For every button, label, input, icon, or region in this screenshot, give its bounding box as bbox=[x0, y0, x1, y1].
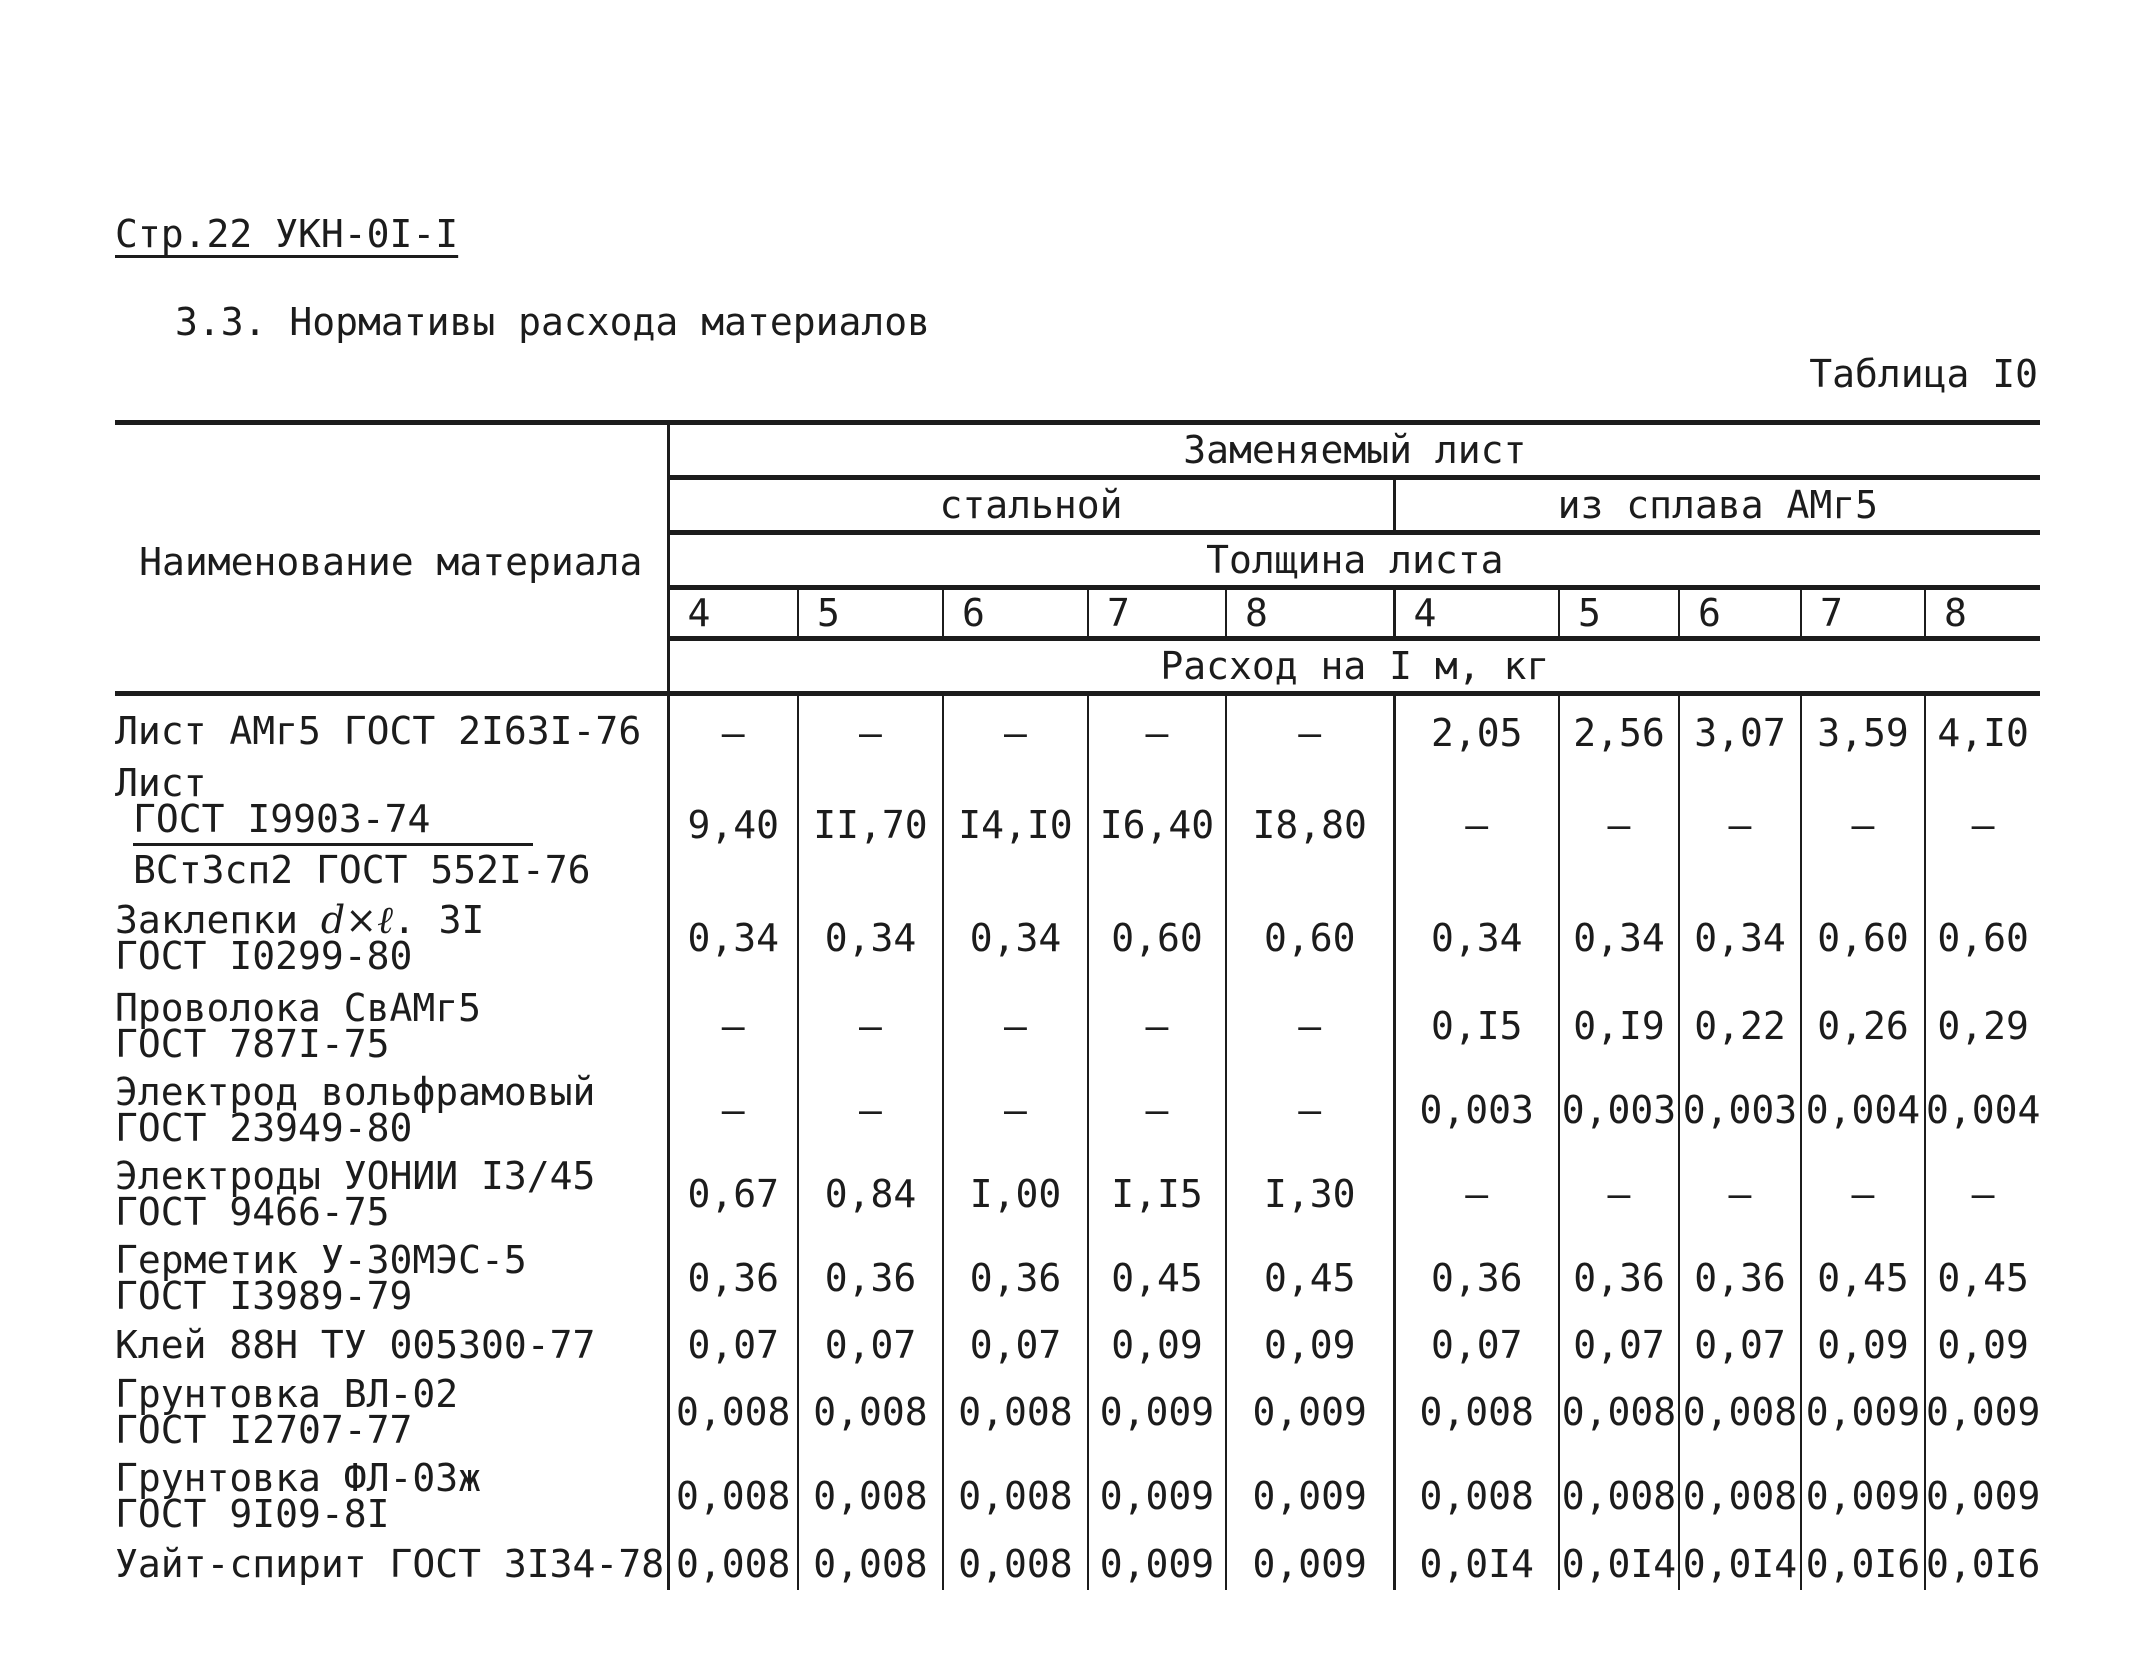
value-cell: 0,29 bbox=[1925, 984, 2040, 1068]
value-cell: – bbox=[1226, 1068, 1394, 1152]
value-cell: 0,60 bbox=[1801, 892, 1925, 984]
value-cell: 0,45 bbox=[1088, 1236, 1226, 1320]
thickness-steel-8: 8 bbox=[1226, 588, 1394, 639]
table-row bbox=[115, 1320, 2040, 1370]
value-cell: – bbox=[1394, 1152, 1559, 1236]
value-cell: II,70 bbox=[798, 759, 943, 893]
value-cell: 9,40 bbox=[668, 759, 798, 893]
value-cell: – bbox=[1559, 759, 1679, 893]
material-name bbox=[115, 759, 668, 893]
value-cell: 0,36 bbox=[1559, 1236, 1679, 1320]
value-cell: 0,09 bbox=[1088, 1320, 1226, 1370]
value-cell: – bbox=[1088, 694, 1226, 759]
value-cell: 0,34 bbox=[1559, 892, 1679, 984]
value-cell: 0,36 bbox=[798, 1236, 943, 1320]
value-cell: 0,008 bbox=[668, 1370, 798, 1454]
thickness-steel-7: 7 bbox=[1088, 588, 1226, 639]
value-cell: 0,009 bbox=[1925, 1454, 2040, 1538]
value-cell: – bbox=[1801, 1152, 1925, 1236]
value-cell: – bbox=[668, 1068, 798, 1152]
value-cell: 0,004 bbox=[1925, 1068, 2040, 1152]
value-cell: 0,34 bbox=[1394, 892, 1559, 984]
value-cell: 0,009 bbox=[1226, 1454, 1394, 1538]
value-cell: 0,003 bbox=[1559, 1068, 1679, 1152]
material-name-line1: Герметик У-30МЭС-5 bbox=[115, 1238, 527, 1282]
value-cell: 0,07 bbox=[943, 1320, 1088, 1370]
material-standard-top: ГОСТ I9903-74 bbox=[133, 801, 533, 846]
value-cell: – bbox=[798, 694, 943, 759]
table-row bbox=[115, 1538, 2040, 1590]
value-cell: 0,34 bbox=[1679, 892, 1801, 984]
value-cell: 0,07 bbox=[798, 1320, 943, 1370]
value-cell: 0,009 bbox=[1801, 1370, 1925, 1454]
material-name-line2: ГОСТ I2707-77 bbox=[115, 1408, 413, 1452]
value-cell: 0,009 bbox=[1088, 1538, 1226, 1590]
thickness-alloy-6: 6 bbox=[1679, 588, 1801, 639]
value-cell: 0,009 bbox=[1088, 1454, 1226, 1538]
material-name: Уайт-спирит ГОСТ 3I34-78 bbox=[115, 1542, 665, 1586]
value-cell: I,00 bbox=[943, 1152, 1088, 1236]
value-cell: 0,008 bbox=[1394, 1454, 1559, 1538]
value-cell: 0,008 bbox=[943, 1538, 1088, 1590]
value-cell: 0,008 bbox=[798, 1454, 943, 1538]
thickness-alloy-4: 4 bbox=[1394, 588, 1559, 639]
value-cell: 0,07 bbox=[1394, 1320, 1559, 1370]
value-cell: – bbox=[798, 984, 943, 1068]
material-name: Клей 88Н ТУ 005300-77 bbox=[115, 1323, 596, 1367]
value-cell: I6,40 bbox=[1088, 759, 1226, 893]
value-cell: – bbox=[798, 1068, 943, 1152]
value-cell: I,30 bbox=[1226, 1152, 1394, 1236]
material-name-line2: ГОСТ I3989-79 bbox=[115, 1274, 413, 1318]
material-prefix: Лист bbox=[115, 761, 207, 805]
value-cell: 0,008 bbox=[1679, 1454, 1801, 1538]
value-cell: – bbox=[1088, 984, 1226, 1068]
material-name bbox=[115, 1236, 668, 1320]
value-cell: 0,008 bbox=[1679, 1370, 1801, 1454]
table-row bbox=[115, 1152, 2040, 1236]
value-cell: 0,07 bbox=[1679, 1320, 1801, 1370]
thickness-steel-5: 5 bbox=[798, 588, 943, 639]
value-cell: 0,009 bbox=[1801, 1454, 1925, 1538]
table-row bbox=[115, 892, 2040, 984]
value-cell: 0,09 bbox=[1925, 1320, 2040, 1370]
material-name bbox=[115, 1370, 668, 1454]
value-cell: 0,67 bbox=[668, 1152, 798, 1236]
value-cell: 0,45 bbox=[1925, 1236, 2040, 1320]
table-row bbox=[115, 1370, 2040, 1454]
material-norms-table bbox=[115, 420, 2040, 1590]
material-name-line2: ГОСТ 9I09-8I bbox=[115, 1492, 390, 1536]
material-name-line1: Заклепки bbox=[115, 898, 299, 942]
material-name bbox=[115, 984, 668, 1068]
table-row bbox=[115, 1236, 2040, 1320]
value-cell: – bbox=[1801, 759, 1925, 893]
value-cell: 0,36 bbox=[943, 1236, 1088, 1320]
section-title: 3.3. Нормативы расхода материалов bbox=[175, 300, 930, 344]
value-cell: – bbox=[668, 984, 798, 1068]
value-cell: 0,36 bbox=[1394, 1236, 1559, 1320]
value-cell: 0,07 bbox=[1559, 1320, 1679, 1370]
value-cell: 0,003 bbox=[1679, 1068, 1801, 1152]
value-cell: – bbox=[943, 984, 1088, 1068]
material-name bbox=[115, 1152, 668, 1236]
value-cell: 0,36 bbox=[1679, 1236, 1801, 1320]
material-name-line1: Грунтовка ФЛ-03ж bbox=[115, 1456, 482, 1500]
value-cell: 0,0I4 bbox=[1559, 1538, 1679, 1590]
value-cell: I8,80 bbox=[1226, 759, 1394, 893]
material-name bbox=[115, 1068, 668, 1152]
value-cell: 0,008 bbox=[668, 1454, 798, 1538]
table-caption: Таблица I0 bbox=[1809, 352, 2038, 396]
value-cell: – bbox=[1394, 759, 1559, 893]
table-row bbox=[115, 1454, 2040, 1538]
value-cell: 0,09 bbox=[1226, 1320, 1394, 1370]
value-cell: 0,60 bbox=[1226, 892, 1394, 984]
value-cell: 0,009 bbox=[1088, 1370, 1226, 1454]
value-cell: 3,07 bbox=[1679, 694, 1801, 759]
value-cell: 0,45 bbox=[1801, 1236, 1925, 1320]
value-cell: I,I5 bbox=[1088, 1152, 1226, 1236]
table-row bbox=[115, 1068, 2040, 1152]
replaced-sheet-header: Заменяемый лист bbox=[668, 423, 2040, 478]
table-row bbox=[115, 694, 2040, 759]
value-cell: 0,008 bbox=[798, 1538, 943, 1590]
material-name-line2: ГОСТ 9466-75 bbox=[115, 1190, 390, 1234]
value-cell: 0,0I4 bbox=[1679, 1538, 1801, 1590]
value-cell: 0,004 bbox=[1801, 1068, 1925, 1152]
thickness-steel-6: 6 bbox=[943, 588, 1088, 639]
value-cell: 0,I5 bbox=[1394, 984, 1559, 1068]
material-name-line1: Электроды УОНИИ I3/45 bbox=[115, 1154, 596, 1198]
value-cell: 0,26 bbox=[1801, 984, 1925, 1068]
value-cell: 0,008 bbox=[1559, 1370, 1679, 1454]
thickness-alloy-8: 8 bbox=[1925, 588, 2040, 639]
consumption-header: Расход на I м, кг bbox=[668, 639, 2040, 694]
thickness-header: Толщина листа bbox=[668, 533, 2040, 588]
material-name-line1: Грунтовка ВЛ-02 bbox=[115, 1372, 459, 1416]
value-cell: – bbox=[943, 1068, 1088, 1152]
value-cell: 0,34 bbox=[668, 892, 798, 984]
rivet-size-formula: d×ℓ bbox=[320, 898, 393, 942]
value-cell: 0,0I4 bbox=[1394, 1538, 1559, 1590]
material-name-line2: ГОСТ I0299-80 bbox=[115, 934, 413, 978]
value-cell: – bbox=[1559, 1152, 1679, 1236]
value-cell: 0,008 bbox=[1559, 1454, 1679, 1538]
page-header: Стр.22 УКН-0I-I bbox=[115, 212, 459, 256]
value-cell: I4,I0 bbox=[943, 759, 1088, 893]
value-cell: 0,36 bbox=[668, 1236, 798, 1320]
value-cell: – bbox=[943, 694, 1088, 759]
material-name-line2: ГОСТ 787I-75 bbox=[115, 1022, 390, 1066]
thickness-alloy-7: 7 bbox=[1801, 588, 1925, 639]
table-row bbox=[115, 759, 2040, 893]
value-cell: – bbox=[1925, 1152, 2040, 1236]
material-standard-bottom: ВСт3сп2 ГОСТ 552I-76 bbox=[133, 848, 591, 892]
value-cell: 0,009 bbox=[1226, 1538, 1394, 1590]
value-cell: 0,34 bbox=[943, 892, 1088, 984]
alloy-group-header: из сплава АМг5 bbox=[1394, 478, 2040, 533]
value-cell: 0,09 bbox=[1801, 1320, 1925, 1370]
value-cell: 0,60 bbox=[1088, 892, 1226, 984]
material-name-line1: Проволока СвАМг5 bbox=[115, 986, 482, 1030]
value-cell: 0,008 bbox=[1394, 1370, 1559, 1454]
value-cell: 0,009 bbox=[1226, 1370, 1394, 1454]
value-cell: 0,84 bbox=[798, 1152, 943, 1236]
material-name bbox=[115, 1454, 668, 1538]
value-cell: 0,34 bbox=[798, 892, 943, 984]
value-cell: 3,59 bbox=[1801, 694, 1925, 759]
value-cell: 0,0I6 bbox=[1925, 1538, 2040, 1590]
value-cell: 0,60 bbox=[1925, 892, 2040, 984]
material-name: Лист АМг5 ГОСТ 2I63I-76 bbox=[115, 709, 642, 754]
material-name-line2: ГОСТ 23949-80 bbox=[115, 1106, 413, 1150]
value-cell: 0,07 bbox=[668, 1320, 798, 1370]
value-cell: – bbox=[1925, 759, 2040, 893]
value-cell: 0,003 bbox=[1394, 1068, 1559, 1152]
value-cell: 0,009 bbox=[1925, 1370, 2040, 1454]
value-cell: 2,56 bbox=[1559, 694, 1679, 759]
thickness-steel-4: 4 bbox=[668, 588, 798, 639]
value-cell: – bbox=[1088, 1068, 1226, 1152]
value-cell: – bbox=[668, 694, 798, 759]
value-cell: 0,008 bbox=[668, 1538, 798, 1590]
value-cell: 0,008 bbox=[943, 1370, 1088, 1454]
material-name-suffix: . 3I bbox=[392, 898, 485, 942]
value-cell: 0,I9 bbox=[1559, 984, 1679, 1068]
value-cell: – bbox=[1226, 694, 1394, 759]
value-cell: 0,008 bbox=[798, 1370, 943, 1454]
steel-group-header: стальной bbox=[668, 478, 1394, 533]
material-name bbox=[115, 892, 668, 984]
value-cell: 0,0I6 bbox=[1801, 1538, 1925, 1590]
value-cell: 2,05 bbox=[1394, 694, 1559, 759]
value-cell: 0,45 bbox=[1226, 1236, 1394, 1320]
table-row bbox=[115, 984, 2040, 1068]
material-name-header: Наименование материала bbox=[139, 539, 643, 584]
value-cell: – bbox=[1679, 1152, 1801, 1236]
value-cell: 0,22 bbox=[1679, 984, 1801, 1068]
value-cell: – bbox=[1226, 984, 1394, 1068]
value-cell: – bbox=[1679, 759, 1801, 893]
material-name-line1: Электрод вольфрамовый bbox=[115, 1070, 596, 1114]
value-cell: 4,I0 bbox=[1925, 694, 2040, 759]
value-cell: 0,008 bbox=[943, 1454, 1088, 1538]
thickness-alloy-5: 5 bbox=[1559, 588, 1679, 639]
